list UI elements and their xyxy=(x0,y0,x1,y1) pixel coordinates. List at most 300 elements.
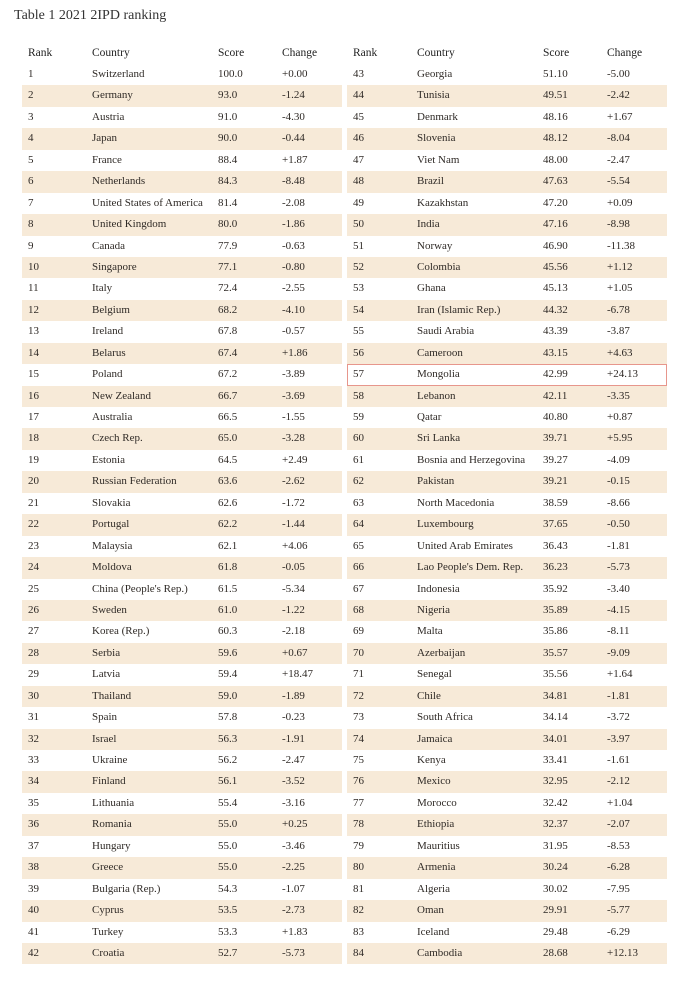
change-cell: -3.35 xyxy=(607,389,630,402)
table-row xyxy=(22,771,342,792)
table-row xyxy=(347,150,667,171)
rank-cell: 50 xyxy=(353,218,364,231)
change-cell: -2.18 xyxy=(282,625,305,638)
table-row xyxy=(22,450,342,471)
table-row xyxy=(347,128,667,149)
score-cell: 45.13 xyxy=(543,282,568,295)
score-cell: 67.2 xyxy=(218,368,238,381)
change-cell: -11.38 xyxy=(607,239,636,252)
score-cell: 33.41 xyxy=(543,754,568,766)
change-cell: +1.04 xyxy=(607,796,633,809)
rank-cell: 42 xyxy=(28,946,39,959)
change-cell: +24.13 xyxy=(607,368,638,381)
country-cell: Denmark xyxy=(417,110,458,123)
score-cell: 91.0 xyxy=(218,110,238,123)
rank-cell: 24 xyxy=(28,561,39,574)
rank-cell: 70 xyxy=(353,646,364,659)
rank-cell: 27 xyxy=(28,625,39,638)
table-row xyxy=(347,729,667,750)
score-cell: 62.6 xyxy=(218,496,238,509)
rank-cell: 34 xyxy=(28,775,39,788)
rank-cell: 51 xyxy=(353,239,364,252)
score-cell: 43.15 xyxy=(543,346,568,359)
rank-cell: 33 xyxy=(28,754,39,766)
table-row xyxy=(347,450,667,471)
change-cell: -2.07 xyxy=(607,818,630,831)
change-cell: -7.95 xyxy=(607,882,630,895)
change-cell: -6.28 xyxy=(607,861,630,874)
change-cell: -5.77 xyxy=(607,904,630,917)
change-cell: -3.46 xyxy=(282,839,305,852)
rank-cell: 53 xyxy=(353,282,364,295)
table-row xyxy=(22,150,342,171)
rank-cell: 82 xyxy=(353,904,364,917)
change-cell: -0.50 xyxy=(607,518,630,531)
country-cell: Iran (Islamic Rep.) xyxy=(417,303,501,316)
table-row xyxy=(347,664,667,685)
rank-cell: 30 xyxy=(28,689,39,702)
table-row xyxy=(22,536,342,557)
change-cell: -5.34 xyxy=(282,582,305,595)
rank-cell: 32 xyxy=(28,732,39,745)
table-row xyxy=(22,729,342,750)
rank-cell: 48 xyxy=(353,175,364,188)
score-cell: 56.1 xyxy=(218,775,238,788)
score-cell: 53.5 xyxy=(218,904,238,917)
table-row xyxy=(347,643,667,664)
score-cell: 44.32 xyxy=(543,303,568,316)
country-cell: China (People's Rep.) xyxy=(92,582,188,595)
change-cell: -1.72 xyxy=(282,496,305,509)
change-cell: +0.09 xyxy=(607,196,633,209)
header-country: Country xyxy=(92,47,130,59)
table-header xyxy=(22,42,342,64)
country-cell: Russian Federation xyxy=(92,475,177,488)
rank-cell: 9 xyxy=(28,239,34,252)
change-cell: -5.73 xyxy=(282,946,305,959)
table-header xyxy=(347,42,667,64)
table-row xyxy=(22,793,342,814)
change-cell: -4.15 xyxy=(607,603,630,616)
table-row xyxy=(347,364,667,385)
score-cell: 49.51 xyxy=(543,89,568,102)
table-row xyxy=(22,193,342,214)
score-cell: 56.3 xyxy=(218,732,238,745)
change-cell: +0.25 xyxy=(282,818,308,831)
table-row xyxy=(347,686,667,707)
score-cell: 66.5 xyxy=(218,411,238,423)
change-cell: -1.22 xyxy=(282,603,305,616)
table-row xyxy=(22,64,342,85)
country-cell: Sweden xyxy=(92,603,127,616)
change-cell: -0.05 xyxy=(282,561,305,574)
change-cell: -3.28 xyxy=(282,432,305,445)
change-cell: -0.23 xyxy=(282,711,305,724)
score-cell: 84.3 xyxy=(218,175,238,188)
change-cell: -8.98 xyxy=(607,218,630,231)
rank-cell: 40 xyxy=(28,904,39,917)
table-row xyxy=(347,750,667,771)
rank-cell: 73 xyxy=(353,711,364,724)
rank-cell: 81 xyxy=(353,882,364,895)
score-cell: 56.2 xyxy=(218,754,238,766)
score-cell: 72.4 xyxy=(218,282,238,295)
country-cell: Algeria xyxy=(417,882,450,895)
rank-cell: 63 xyxy=(353,496,364,509)
change-cell: -1.07 xyxy=(282,882,305,895)
rank-cell: 22 xyxy=(28,518,39,531)
country-cell: Chile xyxy=(417,689,441,702)
rank-cell: 69 xyxy=(353,625,364,638)
country-cell: Cameroon xyxy=(417,346,463,359)
country-cell: Estonia xyxy=(92,453,125,466)
table-row xyxy=(22,857,342,878)
score-cell: 35.92 xyxy=(543,582,568,595)
change-cell: +0.00 xyxy=(282,68,308,80)
country-cell: Senegal xyxy=(417,668,452,681)
score-cell: 36.43 xyxy=(543,539,568,552)
table-row xyxy=(347,836,667,857)
rank-cell: 68 xyxy=(353,603,364,616)
rank-cell: 17 xyxy=(28,411,39,423)
change-cell: -1.91 xyxy=(282,732,305,745)
change-cell: +0.87 xyxy=(607,411,633,423)
table-row xyxy=(22,643,342,664)
country-cell: Nigeria xyxy=(417,603,450,616)
score-cell: 42.11 xyxy=(543,389,568,402)
table-row xyxy=(22,900,342,921)
table-row xyxy=(22,879,342,900)
change-cell: -1.61 xyxy=(607,754,630,766)
table-row xyxy=(347,171,667,192)
change-cell: +0.67 xyxy=(282,646,308,659)
score-cell: 93.0 xyxy=(218,89,238,102)
table-row xyxy=(22,300,342,321)
score-cell: 55.0 xyxy=(218,861,238,874)
country-cell: Canada xyxy=(92,239,125,252)
change-cell: -2.47 xyxy=(282,754,305,766)
score-cell: 46.90 xyxy=(543,239,568,252)
rank-cell: 55 xyxy=(353,325,364,338)
country-cell: Italy xyxy=(92,282,113,295)
score-cell: 53.3 xyxy=(218,925,238,938)
change-cell: -2.42 xyxy=(607,89,630,102)
rank-cell: 7 xyxy=(28,196,34,209)
score-cell: 61.0 xyxy=(218,603,238,616)
table-row xyxy=(347,900,667,921)
table-row xyxy=(22,600,342,621)
country-cell: Japan xyxy=(92,132,118,145)
rank-cell: 10 xyxy=(28,260,39,273)
country-cell: New Zealand xyxy=(92,389,151,402)
table-row xyxy=(347,579,667,600)
rank-cell: 54 xyxy=(353,303,364,316)
table-row xyxy=(347,386,667,407)
rank-cell: 59 xyxy=(353,411,364,423)
score-cell: 59.4 xyxy=(218,668,238,681)
country-cell: Ireland xyxy=(92,325,124,338)
country-cell: Indonesia xyxy=(417,582,460,595)
change-cell: -2.47 xyxy=(607,153,630,166)
change-cell: +5.95 xyxy=(607,432,633,445)
score-cell: 29.48 xyxy=(543,925,568,938)
country-cell: Malta xyxy=(417,625,443,638)
rank-cell: 12 xyxy=(28,303,39,316)
score-cell: 52.7 xyxy=(218,946,238,959)
country-cell: Georgia xyxy=(417,68,453,80)
change-cell: -5.00 xyxy=(607,68,630,80)
table-row xyxy=(347,64,667,85)
country-cell: Kenya xyxy=(417,754,446,766)
country-cell: Bulgaria (Rep.) xyxy=(92,882,161,895)
table-row xyxy=(347,214,667,235)
rank-cell: 77 xyxy=(353,796,364,809)
table-row xyxy=(347,600,667,621)
change-cell: -2.25 xyxy=(282,861,305,874)
change-cell: -0.63 xyxy=(282,239,305,252)
table-row xyxy=(347,428,667,449)
country-cell: Hungary xyxy=(92,839,131,852)
score-cell: 54.3 xyxy=(218,882,238,895)
country-cell: Czech Rep. xyxy=(92,432,143,445)
country-cell: South Africa xyxy=(417,711,473,724)
change-cell: -5.54 xyxy=(607,175,630,188)
table-row xyxy=(22,128,342,149)
change-cell: -8.11 xyxy=(607,625,630,638)
header-score: Score xyxy=(543,47,570,59)
score-cell: 66.7 xyxy=(218,389,238,402)
score-cell: 65.0 xyxy=(218,432,238,445)
score-cell: 47.16 xyxy=(543,218,568,231)
country-cell: Finland xyxy=(92,775,126,788)
header-change: Change xyxy=(282,47,318,59)
table-row xyxy=(22,321,342,342)
score-cell: 47.20 xyxy=(543,196,568,209)
change-cell: +1.86 xyxy=(282,346,308,359)
score-cell: 100.0 xyxy=(218,68,243,80)
rank-cell: 2 xyxy=(28,89,34,102)
table-row xyxy=(22,107,342,128)
ranking-table-right xyxy=(347,42,667,964)
table-row xyxy=(347,300,667,321)
table-row xyxy=(347,514,667,535)
change-cell: -3.87 xyxy=(607,325,630,338)
change-cell: +12.13 xyxy=(607,946,638,959)
country-cell: Saudi Arabia xyxy=(417,325,475,338)
change-cell: -1.44 xyxy=(282,518,305,531)
header-country: Country xyxy=(417,47,455,59)
score-cell: 37.65 xyxy=(543,518,568,531)
country-cell: Brazil xyxy=(417,175,444,188)
score-cell: 59.0 xyxy=(218,689,238,702)
score-cell: 35.57 xyxy=(543,646,568,659)
table-row xyxy=(347,557,667,578)
rank-cell: 4 xyxy=(28,132,34,145)
score-cell: 80.0 xyxy=(218,218,238,231)
rank-cell: 35 xyxy=(28,796,39,809)
score-cell: 62.2 xyxy=(218,518,238,531)
rank-cell: 36 xyxy=(28,818,39,831)
table-row xyxy=(22,428,342,449)
change-cell: -8.04 xyxy=(607,132,630,145)
country-cell: Azerbaijan xyxy=(417,646,466,659)
rank-cell: 39 xyxy=(28,882,39,895)
rank-cell: 62 xyxy=(353,475,364,488)
score-cell: 30.24 xyxy=(543,861,568,874)
rank-cell: 23 xyxy=(28,539,39,552)
rank-cell: 49 xyxy=(353,196,364,209)
table-row xyxy=(22,85,342,106)
change-cell: -2.08 xyxy=(282,196,305,209)
change-cell: +2.49 xyxy=(282,453,308,466)
table-row xyxy=(22,386,342,407)
change-cell: -3.72 xyxy=(607,711,630,724)
rank-cell: 66 xyxy=(353,561,364,574)
country-cell: Morocco xyxy=(417,796,457,809)
score-cell: 34.14 xyxy=(543,711,568,724)
score-cell: 68.2 xyxy=(218,303,238,316)
table-row xyxy=(347,922,667,943)
rank-cell: 16 xyxy=(28,389,39,402)
table-row xyxy=(22,750,342,771)
score-cell: 45.56 xyxy=(543,260,568,273)
table-row xyxy=(347,857,667,878)
change-cell: -8.66 xyxy=(607,496,630,509)
change-cell: -3.97 xyxy=(607,732,630,745)
country-cell: Lao People's Dem. Rep. xyxy=(417,561,524,574)
rank-cell: 14 xyxy=(28,346,39,359)
country-cell: Mexico xyxy=(417,775,451,788)
country-cell: Viet Nam xyxy=(417,153,460,166)
table-row xyxy=(22,171,342,192)
rank-cell: 58 xyxy=(353,389,364,402)
score-cell: 61.5 xyxy=(218,582,238,595)
rank-cell: 15 xyxy=(28,368,39,381)
table-row xyxy=(22,922,342,943)
change-cell: -2.73 xyxy=(282,904,305,917)
table-row xyxy=(22,214,342,235)
country-cell: United Kingdom xyxy=(92,218,167,231)
country-cell: Cyprus xyxy=(92,904,124,917)
rank-cell: 83 xyxy=(353,925,364,938)
rank-cell: 18 xyxy=(28,432,39,445)
rank-cell: 44 xyxy=(353,89,364,102)
rank-cell: 64 xyxy=(353,518,364,531)
score-cell: 28.68 xyxy=(543,946,568,959)
rank-cell: 71 xyxy=(353,668,364,681)
country-cell: Qatar xyxy=(417,411,442,423)
change-cell: -5.73 xyxy=(607,561,630,574)
score-cell: 77.9 xyxy=(218,239,238,252)
rank-cell: 31 xyxy=(28,711,39,724)
score-cell: 81.4 xyxy=(218,196,238,209)
rank-cell: 1 xyxy=(28,68,34,80)
score-cell: 34.81 xyxy=(543,689,568,702)
change-cell: -3.40 xyxy=(607,582,630,595)
change-cell: -1.89 xyxy=(282,689,305,702)
change-cell: -1.86 xyxy=(282,218,305,231)
table-row xyxy=(22,814,342,835)
score-cell: 51.10 xyxy=(543,68,568,80)
rank-cell: 29 xyxy=(28,668,39,681)
table-row xyxy=(347,321,667,342)
table-row xyxy=(347,257,667,278)
change-cell: +1.64 xyxy=(607,668,633,681)
change-cell: -0.44 xyxy=(282,132,305,145)
rank-cell: 45 xyxy=(353,110,364,123)
table-row xyxy=(22,471,342,492)
table-row xyxy=(347,771,667,792)
rank-cell: 37 xyxy=(28,839,39,852)
change-cell: -1.24 xyxy=(282,89,305,102)
rank-cell: 76 xyxy=(353,775,364,788)
score-cell: 32.37 xyxy=(543,818,568,831)
rank-cell: 5 xyxy=(28,153,34,166)
country-cell: Lithuania xyxy=(92,796,135,809)
rank-cell: 11 xyxy=(28,282,39,295)
country-cell: United Arab Emirates xyxy=(417,539,513,552)
score-cell: 35.86 xyxy=(543,625,568,638)
country-cell: Thailand xyxy=(92,689,132,702)
change-cell: -8.53 xyxy=(607,839,630,852)
score-cell: 63.6 xyxy=(218,475,238,488)
country-cell: Spain xyxy=(92,711,118,724)
score-cell: 59.6 xyxy=(218,646,238,659)
change-cell: -6.78 xyxy=(607,303,630,316)
country-cell: Bosnia and Herzegovina xyxy=(417,453,526,466)
table-row xyxy=(347,236,667,257)
country-cell: Armenia xyxy=(417,861,456,874)
change-cell: -1.81 xyxy=(607,539,630,552)
table-row xyxy=(347,536,667,557)
table-row xyxy=(22,236,342,257)
change-cell: -2.12 xyxy=(607,775,630,788)
rank-cell: 41 xyxy=(28,925,39,938)
score-cell: 55.4 xyxy=(218,796,238,809)
country-cell: Austria xyxy=(92,110,125,123)
country-cell: Oman xyxy=(417,904,444,917)
country-cell: United States of America xyxy=(92,196,203,209)
score-cell: 60.3 xyxy=(218,625,238,638)
rank-cell: 60 xyxy=(353,432,364,445)
country-cell: Ukraine xyxy=(92,754,128,766)
country-cell: Belgium xyxy=(92,303,130,316)
ranking-table-left xyxy=(22,42,342,964)
change-cell: +1.12 xyxy=(607,260,633,273)
score-cell: 39.27 xyxy=(543,453,568,466)
table-row xyxy=(22,621,342,642)
table-row xyxy=(347,407,667,428)
rank-cell: 43 xyxy=(353,68,364,80)
table-row xyxy=(347,193,667,214)
change-cell: -0.57 xyxy=(282,325,305,338)
table-row xyxy=(22,836,342,857)
country-cell: Moldova xyxy=(92,561,132,574)
change-cell: -0.80 xyxy=(282,260,305,273)
table-row xyxy=(22,579,342,600)
country-cell: Norway xyxy=(417,239,453,252)
score-cell: 32.42 xyxy=(543,796,568,809)
change-cell: +4.63 xyxy=(607,346,633,359)
country-cell: Poland xyxy=(92,368,123,381)
table-caption: Table 1 2021 2IPD ranking xyxy=(14,8,167,23)
header-rank: Rank xyxy=(353,47,378,59)
score-cell: 90.0 xyxy=(218,132,238,145)
change-cell: -3.52 xyxy=(282,775,305,788)
score-cell: 34.01 xyxy=(543,732,568,745)
change-cell: +18.47 xyxy=(282,668,313,681)
score-cell: 29.91 xyxy=(543,904,568,917)
